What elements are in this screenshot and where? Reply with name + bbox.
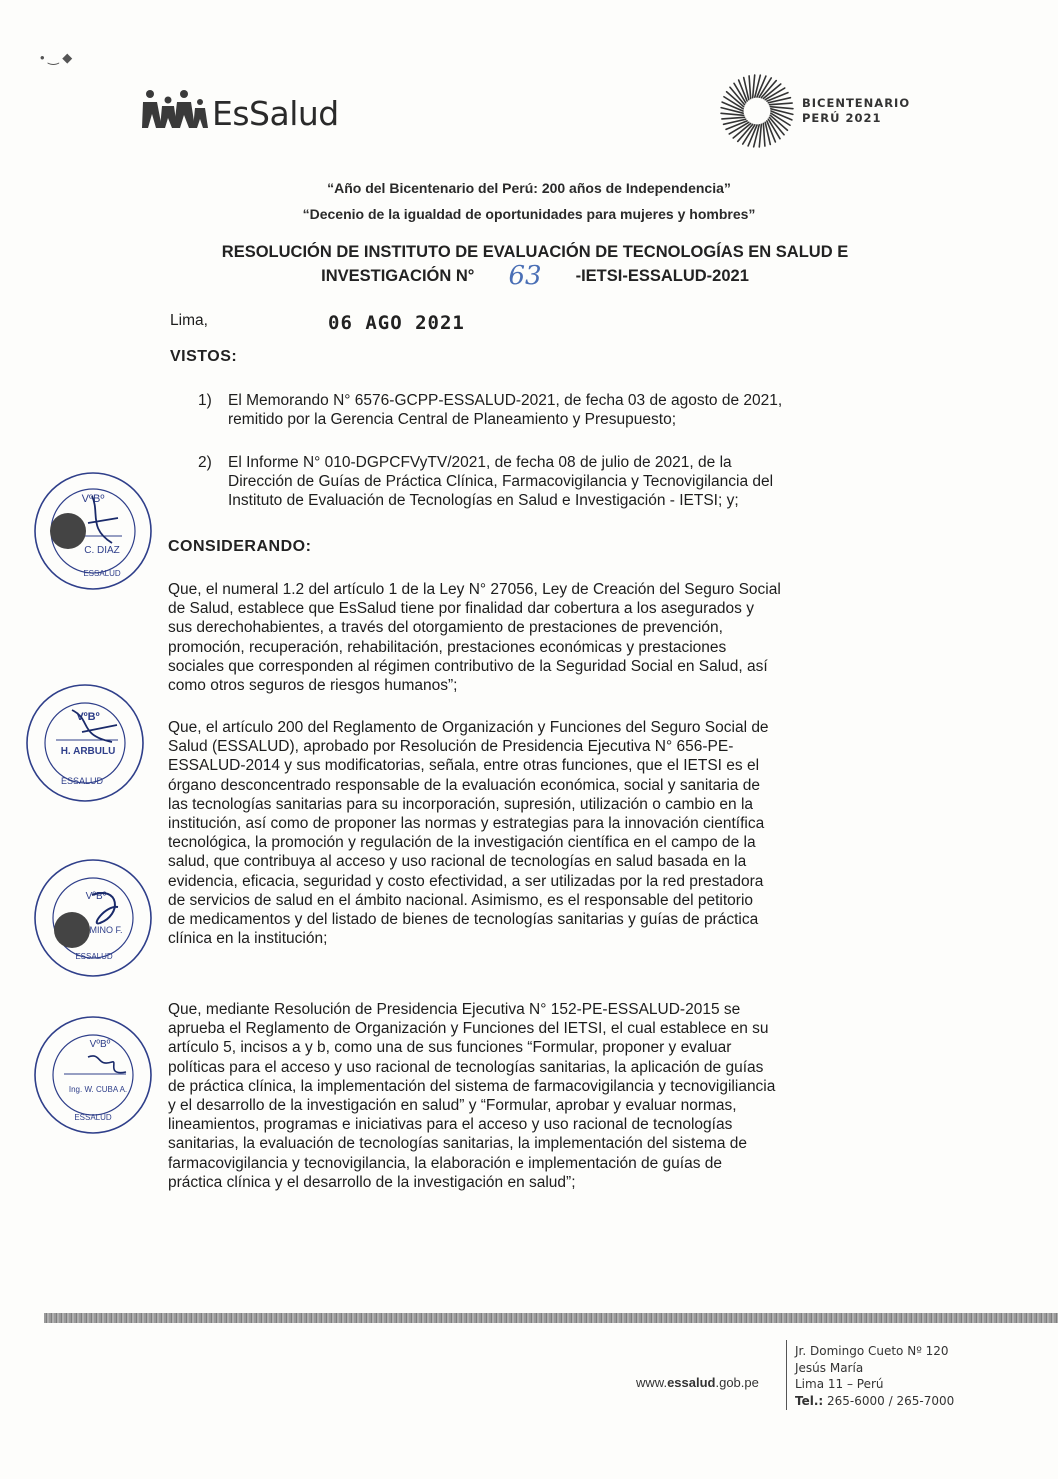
paragraph-line: políticas para el acceso y uso racional de tecnologías sanitarias, la aplicación de guías (168, 1058, 764, 1076)
vistos-item-text (228, 391, 878, 429)
essalud-logo (140, 88, 339, 133)
paragraph-line: de medicamentos y del listado de bienes de tecnologías sanitarias y guías de práctica (168, 911, 759, 929)
essalud-logo-text: EsSalud (212, 94, 339, 133)
sunburst-ray (763, 123, 765, 146)
stamp-name: MINO F. (89, 925, 123, 935)
approval-stamp (30, 1012, 156, 1138)
sunburst-ray (759, 124, 761, 147)
paragraph-line: salud, que contribuya al acceso y uso racional de tecnologías en salud basada en la (168, 853, 747, 871)
stamp-org: ESSALUD (75, 952, 113, 961)
web-suffix: .gob.pe (715, 1375, 759, 1390)
bicentenario-line1: BICENTENARIO (802, 96, 911, 110)
paragraph-line: promoción, recuperación, rehabilitación, prestaciones económicas y prestaciones (168, 638, 727, 656)
phone-value: 265-6000 / 265-7000 (823, 1393, 955, 1408)
vistos-heading: VISTOS: (170, 348, 238, 365)
title-line2 (170, 261, 900, 291)
stamp-org: ESSALUD (74, 1113, 112, 1122)
bicentenario-sunburst-icon (718, 72, 796, 150)
footer-address (795, 1343, 954, 1409)
footer-divider-bar (44, 1313, 1058, 1323)
vistos-item (198, 453, 878, 510)
vistos-line: Dirección de Guías de Práctica Clínica, Farmacovigilancia y Tecnovigilancia del (228, 473, 774, 490)
paragraph-line: órgano desconcentrado responsable de la evaluación económica, social y sanitaria de (168, 776, 760, 794)
paragraph-line: farmacovigilancia y tecnovigilancia, la elaboración e implementación de guías de (168, 1154, 723, 1172)
stamp-name: Ing. W. CUBA A. (68, 1085, 128, 1094)
vistos-line: remitido por la Gerencia Central de Planeamiento y Presupuesto; (228, 411, 677, 428)
considerando-paragraph (168, 580, 878, 695)
sunburst-ray (721, 113, 744, 115)
paragraph-line: ESSALUD-2014 y sus modificatorias, señala, entre otras funciones, que el IETSI es el (168, 757, 760, 775)
paragraph-line: Salud (ESSALUD), aprobado por Resolución de Presidencia Ejecutiva N° 656-PE- (168, 738, 734, 756)
paragraph-line: Que, el artículo 200 del Reglamento de Organización y Funciones del Seguro Social de (168, 719, 769, 736)
motto-decenio: “Decenio de la igualdad de oportunidades para mujeres y hombres” (302, 206, 756, 222)
footer-separator (786, 1340, 787, 1410)
paragraph-line: evidencia, eficacia, seguridad y costo efectividad, a ser utilizadas por la red prestadora (168, 872, 764, 890)
sunburst-ray (722, 117, 745, 119)
vistos-line: El Memorando N° 6576-GCPP-ESSALUD-2021, de fecha 03 de agosto de 2021, (228, 392, 783, 409)
paragraph-line: de práctica clínica, la implementación del sistema de farmacovigilancia y tecnovigiliancia (168, 1077, 776, 1095)
paragraph-line: clínica en la institución; (168, 930, 328, 948)
phone-line (795, 1393, 954, 1410)
paragraph-line: sus derechohabientes, a través del otorgamiento de prestaciones de prevención, (168, 619, 723, 637)
stamp-vb: VºBº (76, 711, 100, 723)
paragraph-line: institución, así como de proponer las normas y estrategias para la innovación científica (168, 815, 765, 833)
place-label: Lima, (170, 312, 208, 329)
resolution-title (170, 242, 900, 291)
title-line2-suffix: -IETSI-ESSALUD-2021 (575, 267, 749, 285)
handwritten-resolution-number: 63 (508, 261, 542, 291)
vistos-line: Instituto de Evaluación de Tecnologías en Salud e Investigación - IETSI; y; (228, 492, 739, 509)
punch-hole (54, 912, 90, 948)
paragraph-line: Que, mediante Resolución de Presidencia Ejecutiva N° 152-PE-ESSALUD-2015 se (168, 1001, 741, 1018)
web-prefix: www. (636, 1375, 668, 1390)
stamp-name: C. DIAZ (84, 545, 120, 556)
scan-speck: • ‿ ◆ (40, 50, 73, 65)
approval-stamp (22, 680, 148, 806)
paragraph-line: lineamientos, programas e iniciativas para el acceso y uso racional de tecnologías (168, 1116, 733, 1134)
paragraph-line: de servicios de salud en el ámbito nacional. Asimismo, es el responsable del petitorio (168, 891, 754, 909)
punch-hole (50, 513, 86, 549)
considerando-heading: CONSIDERANDO: (168, 538, 312, 555)
vistos-item (198, 391, 878, 429)
title-line1: RESOLUCIÓN DE INSTITUTO DE EVALUACIÓN DE TECNOLOGÍAS EN SALUD E (221, 243, 849, 261)
bicentenario-line2: PERÚ 2021 (802, 111, 882, 125)
stamp-vb: VºBº (85, 891, 107, 902)
stamp-org: ESSALUD (60, 776, 104, 786)
title-line2-prefix: INVESTIGACIÓN N° (321, 267, 475, 285)
paragraph-line: de Salud, establece que EsSalud tiene por finalidad dar cobertura a los asegurados y (168, 600, 754, 618)
sunburst-ray (770, 107, 793, 109)
considerando-paragraph (168, 1000, 878, 1192)
stamp-org: ESSALUD (83, 569, 121, 578)
stamp-name: H. ARBULU (60, 746, 116, 757)
paragraph-line: Que, el numeral 1.2 del artículo 1 de la Ley N° 27056, Ley de Creación del Seguro Social (168, 581, 781, 598)
paragraph-line: tecnológica, la promoción y regulación de la investigación científica en el campo de la (168, 834, 756, 852)
address-line: Jesús María (795, 1360, 864, 1375)
vistos-item-number: 2) (198, 454, 212, 471)
footer-website-link[interactable] (636, 1375, 759, 1390)
stamp-vb: VºBº (89, 1039, 111, 1050)
paragraph-line: como otros seguros de riesgos humanos”; (168, 677, 458, 695)
approval-stamp (30, 468, 156, 594)
sunburst-ray (749, 76, 751, 99)
bicentenario-logo (718, 72, 910, 150)
stamp-vb: VºBº (81, 493, 105, 505)
address-line: Jr. Domingo Cueto Nº 120 (795, 1344, 949, 1358)
vistos-item-number: 1) (198, 392, 212, 409)
considerando-paragraph (168, 718, 878, 948)
phone-label: Tel.: (795, 1393, 824, 1408)
web-bold: essalud (667, 1375, 716, 1390)
address-line: Lima 11 – Perú (795, 1377, 884, 1391)
paragraph-line: aprueba el Reglamento de Organización y Funciones del IETSI, el cual establece en su (168, 1020, 769, 1038)
approval-stamp (30, 855, 156, 981)
vistos-item-text (228, 453, 878, 510)
sunburst-ray (769, 103, 792, 105)
paragraph-line: las tecnologías sanitarias para su incorporación, supresión, utilización o cambio en la (168, 795, 754, 813)
family-figures-icon (140, 88, 210, 130)
motto-bicentenario: “Año del Bicentenario del Perú: 200 años de Independencia” (327, 180, 731, 196)
date-stamp: 06 AGO 2021 (328, 312, 465, 334)
sunburst-ray (753, 75, 755, 98)
paragraph-line: práctica clínica y el desarrollo de la investigación en salud”; (168, 1173, 576, 1191)
handwritten-signature (88, 1056, 126, 1073)
paragraph-line: sociales que corresponden al régimen contributivo de la Seguridad Social en Salud, así (168, 657, 768, 675)
paragraph-line: sanitarias, la evaluación de tecnologías sanitarias, la implementación del sistema de (168, 1135, 747, 1153)
paragraph-line: y el desarrollo de la investigación en salud” y “Formular, aprobar y evaluar normas, (168, 1097, 737, 1115)
paragraph-line: artículo 5, incisos a y b, como una de sus funciones “Formular, proponer y evaluar (168, 1039, 732, 1057)
vistos-line: El Informe N° 010-DGPCFVyTV/2021, de fecha 08 de julio de 2021, de la (228, 454, 732, 471)
